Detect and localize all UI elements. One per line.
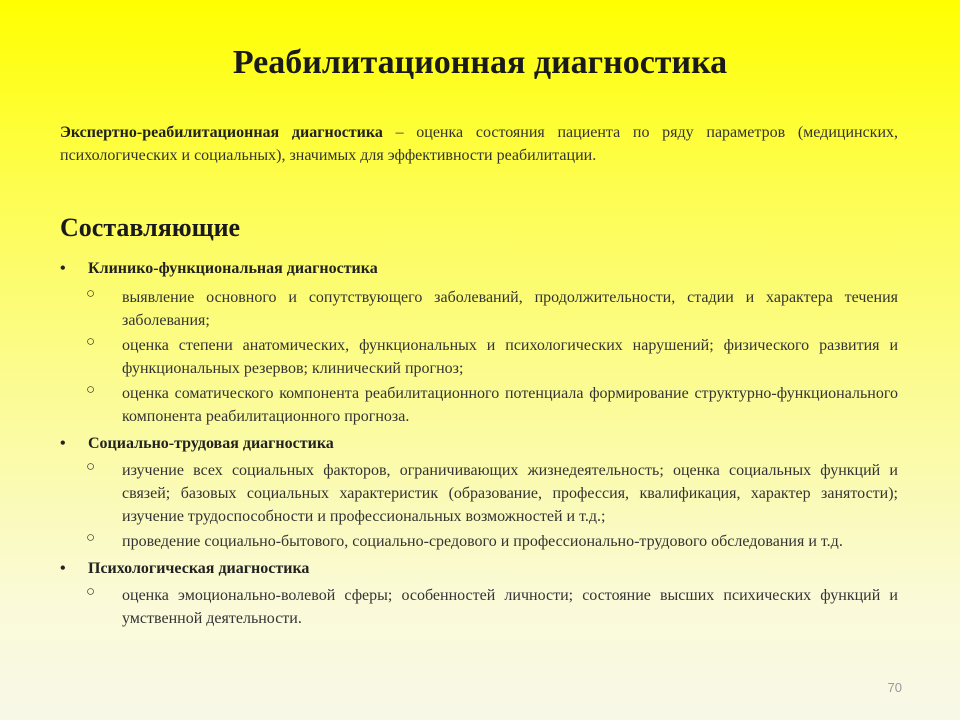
circle-bullet-icon: ○	[86, 286, 96, 302]
bullet-icon: •	[60, 435, 66, 452]
list-item-text: выявление основного и сопутствующего заболеваний, продолжительности, стадии и характера течения заболевания;	[122, 289, 898, 329]
group-title: Психологическая диагностика	[88, 560, 310, 577]
definition-paragraph	[60, 121, 898, 167]
circle-bullet-icon: ○	[86, 584, 96, 600]
group-heading-psychological	[60, 557, 898, 580]
group-title: Социально-трудовая диагностика	[88, 435, 334, 452]
circle-bullet-icon: ○	[86, 382, 96, 398]
components-list	[60, 255, 898, 630]
list-item-text: оценка эмоционально-волевой сферы; особенностей личности; состояние высших психических функций и умственной деятельности.	[122, 587, 898, 627]
bullet-icon: •	[60, 560, 66, 577]
circle-bullet-icon: ○	[86, 334, 96, 350]
list-item	[60, 382, 898, 428]
definition-term: Экспертно-реабилитационная диагностика	[60, 124, 383, 141]
group-heading-clinical	[60, 257, 898, 280]
list-item-text: оценка степени анатомических, функциональных и психологических нарушений; физического развития и функциональных резервов; клинический прогноз;	[122, 337, 898, 377]
definition-text: – оценка состояния пациента по ряду параметров (медицинских, психологических и социальных), значимых для эффективности реабилитации.	[60, 124, 899, 164]
bullet-icon: •	[60, 260, 66, 277]
list-item	[60, 530, 898, 553]
list-item	[60, 286, 898, 332]
group-title: Клинико-функциональная диагностика	[88, 260, 378, 277]
circle-bullet-icon: ○	[86, 459, 96, 475]
group-heading-social	[60, 432, 898, 455]
list-item	[60, 334, 898, 380]
list-item	[60, 584, 898, 630]
section-heading: Составляющие	[60, 213, 241, 242]
list-item-text: изучение всех социальных факторов, ограничивающих жизнедеятельность; оценка социальных функций и связей; базовых социальных характеристик (образование, профессия, квалификация, характер занятости); изучение трудоспособности и профессиональных возможностей и т.д.;	[122, 462, 898, 525]
circle-bullet-icon: ○	[86, 530, 96, 546]
list-item-text: проведение социально-бытового, социально-средового и профессионально-трудового обследования и т.д.	[122, 533, 843, 550]
page-number: 70	[887, 680, 902, 695]
slide-title: Реабилитационная диагностика	[232, 44, 728, 81]
list-item	[60, 459, 898, 528]
list-item-text: оценка соматического компонента реабилитационного потенциала формирование структурно-функционального компонента реабилитационного прогноза.	[122, 385, 898, 425]
